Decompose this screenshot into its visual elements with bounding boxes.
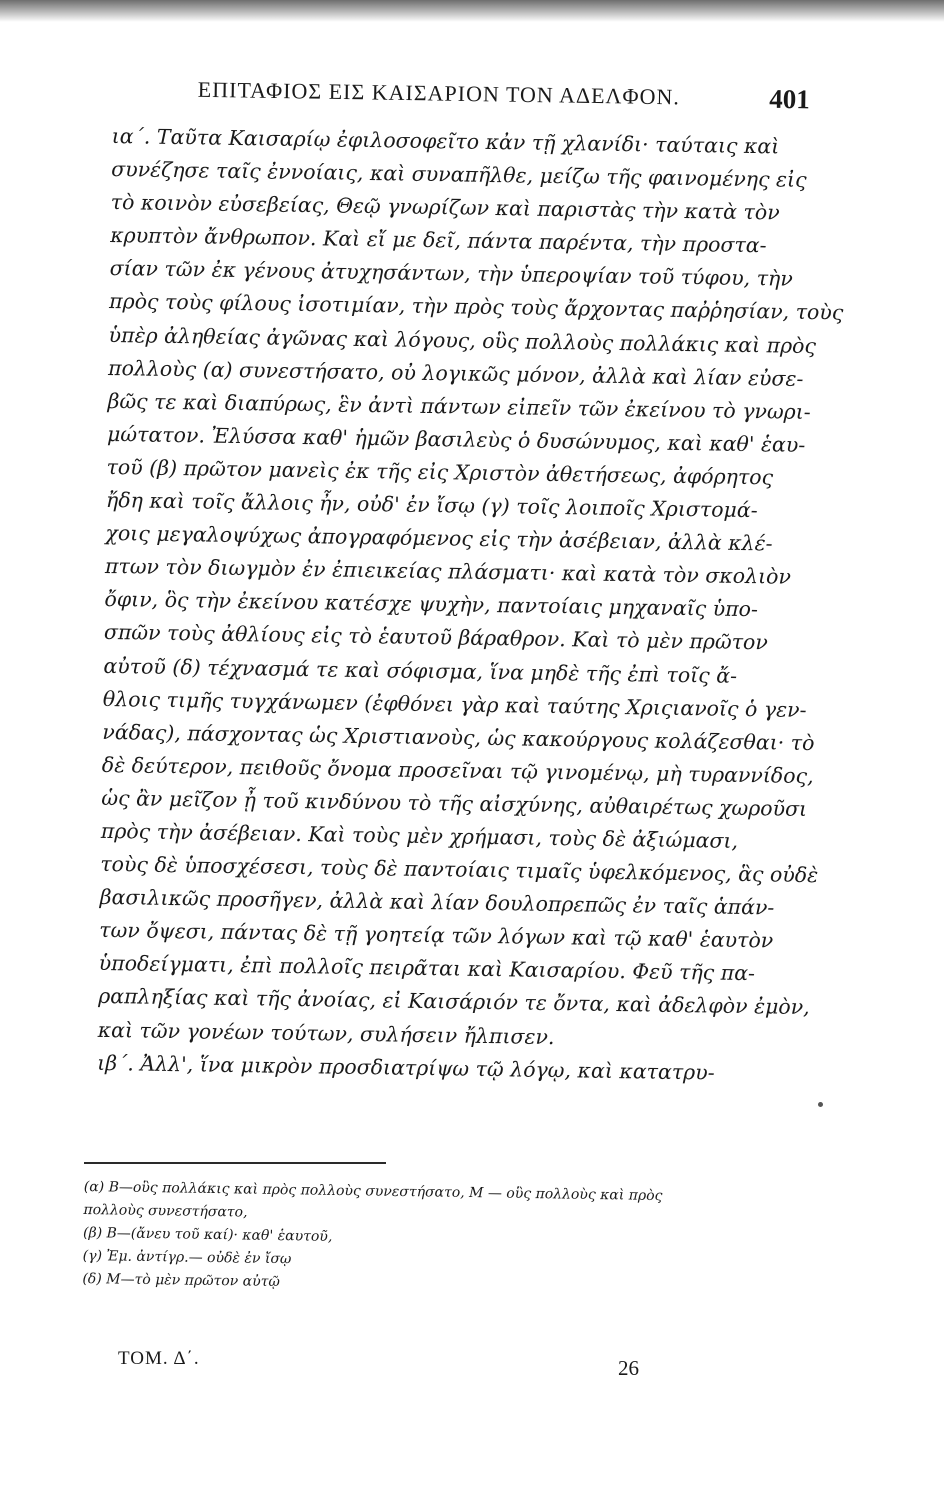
footnote-b: (β) Β—(ἄνευ τοῦ καί)· καθ' ἑαυτοῦ, bbox=[82, 1224, 333, 1245]
scan-top-edge bbox=[0, 0, 944, 22]
footnote-divider bbox=[84, 1162, 386, 1164]
text-line: συνέζησε ταῖς ἐννοίαις, καὶ συναπῆλθε, μείζω τῆς φαινομένης εἰς bbox=[111, 157, 807, 193]
text-line: πρὸς τοὺς φίλους ἰσοτιμίαν, τὴν πρὸς τοὺς ἄρχοντας παῤῥησίαν, τοὺς bbox=[108, 289, 844, 325]
text-line: χοις μεγαλοψύχως ἀπογραφόμενος εἰς τὴν ἀσέβειαν, ἀλλὰ κλέ- bbox=[105, 521, 773, 556]
footnote-a: (α) Β—οὓς πολλάκις καὶ πρὸς πολλοὺς συνεστήσατο, Μ — οὓς πολλοὺς καὶ πρὸς bbox=[83, 1178, 663, 1205]
page-header bbox=[149, 76, 809, 122]
text-line: νάδας), πάσχοντας ὡς Χριστιανοὺς, ὡς κακούργους κολάζεσθαι· τὸ bbox=[102, 719, 815, 755]
text-line: πρὸς τὴν ἀσέβειαν. Καὶ τοὺς μὲν χρήμασι, τοὺς δὲ ἀξιώμασι, bbox=[100, 818, 739, 853]
text-line: ια΄. Ταῦτα Καισαρίῳ ἐφιλοσοφεῖτο κἀν τῇ χλανίδι· ταύταις καὶ bbox=[111, 123, 780, 159]
text-line: βασιλικῶς προσῆγεν, ἀλλὰ καὶ λίαν δουλοπρεπῶς ἐν ταῖς ἁπάν- bbox=[99, 885, 775, 920]
footnote-c: (γ) Ἐμ. ἀντίγρ.— οὐδὲ ἐν ἴσῳ bbox=[82, 1247, 292, 1268]
text-line: βῶς τε καὶ διαπύρως, ἓν ἀντὶ πάντων εἰπεῖν τῶν ἐκείνου τὸ γνωρι- bbox=[107, 388, 811, 424]
text-line: των ὄψεσι, πάντας δὲ τῇ γοητείᾳ τῶν λόγων καὶ τῷ καθ' ἑαυτὸν bbox=[99, 918, 774, 953]
footnote-a-continued: πολλοὺς συνεστήσατο, bbox=[83, 1201, 248, 1221]
text-line: κρυπτὸν ἄνθρωπον. Καὶ εἴ με δεῖ, πάντα παρέντα, τὴν προστα- bbox=[110, 223, 767, 258]
volume-label: ΤΟΜ. Δ΄. bbox=[118, 1348, 200, 1369]
text-line: ὑπὲρ ἀληθείας ἀγῶνας καὶ λόγους, οὓς πολλοὺς πολλάκις καὶ πρὸς bbox=[108, 322, 817, 358]
text-line: πολλοὺς (α) συνεστήσατο, οὐ λογικῶς μόνον, ἀλλὰ καὶ λίαν εὐσε- bbox=[107, 355, 804, 391]
text-line: ὄφιν, ὃς τὴν ἐκείνου κατέσχε ψυχὴν, παντοίαις μηχαναῖς ὑπο- bbox=[104, 587, 759, 622]
text-line: δὲ δεύτερον, πειθοῦς ὄνομα προσεῖναι τῷ γινομένῳ, μὴ τυραννίδος, bbox=[101, 752, 814, 788]
body-text bbox=[97, 120, 844, 1090]
page-number: 401 bbox=[768, 83, 810, 115]
text-line: τοὺς δὲ ὑποσχέσεσι, τοὺς δὲ παντοίαις τιμαῖς ὑφελκόμενος, ἃς οὐδὲ bbox=[100, 851, 819, 888]
text-line: σίαν τῶν ἐκ γένους ἀτυχησάντων, τὴν ὑπεροψίαν τοῦ τύφου, τὴν bbox=[109, 256, 793, 292]
text-line: ὑποδείγματι, ἐπὶ πολλοῖς πειρᾶται καὶ Καισαρίου. Φεῦ τῆς πα- bbox=[98, 951, 756, 986]
text-line: θλοις τιμῆς τυγχάνωμεν (ἐφθόνει γὰρ καὶ ταύτης Χριςιανοῖς ὁ γεν- bbox=[102, 686, 807, 722]
text-line: ἤδη καὶ τοῖς ἄλλοις ἦν, οὐδ' ἐν ἴσῳ (γ) τοῖς λοιποῖς Χριστομά- bbox=[105, 487, 758, 523]
footnote-d: (δ) Μ—τὸ μὲν πρῶτον αὐτῷ bbox=[82, 1270, 280, 1291]
text-line: ραπληξίας καὶ τῆς ἀνοίας, εἰ Καισάριόν τε ὄντα, καὶ ἀδελφὸν ἐμὸν, bbox=[98, 984, 810, 1020]
text-line: σπῶν τοὺς ἀθλίους εἰς τὸ ἑαυτοῦ βάραθρον. Καὶ τὸ μὲν πρῶτον bbox=[103, 620, 769, 655]
text-line: πτων τὸν διωγμὸν ἐν ἐπιεικείας πλάσματι· καὶ κατὰ τὸν σκολιὸν bbox=[104, 554, 792, 589]
text-line: ιβ΄. Ἀλλ', ἵνα μικρὸν προσδιατρίψω τῷ λόγῳ, καὶ κατατρυ- bbox=[97, 1050, 715, 1085]
text-line: τοῦ (β) πρῶτον μανεὶς ἐκ τῆς εἰς Χριστὸν ἀθετήσεως, ἀφόρητος bbox=[106, 454, 774, 490]
running-title: ΕΠΙΤΑΦΙΟΣ ΕΙΣ ΚΑΙΣΑΡΙΟΝ ΤΟΝ ΑΔΕΛΦΟΝ. bbox=[197, 76, 681, 110]
text-line: αὐτοῦ (δ) τέχνασμά τε καὶ σόφισμα, ἵνα μηδὲ τῆς ἐπὶ τοῖς ἄ- bbox=[103, 653, 738, 688]
text-line: τὸ κοινὸν εὐσεβείας, Θεῷ γνωρίζων καὶ παριστὰς τὴν κατὰ τὸν bbox=[110, 190, 780, 225]
text-line: μώτατον. Ἐλύσσα καθ' ἡμῶν βασιλεὺς ὁ δυσώνυμος, καὶ καθ' ἑαυ- bbox=[106, 421, 806, 457]
signature-mark: 26 bbox=[618, 1356, 639, 1380]
text-line: ὡς ἂν μεῖζον ᾖ τοῦ κινδύνου τὸ τῆς αἰσχύνης, αὐθαιρέτως χωροῦσι bbox=[101, 785, 808, 821]
scan-speck bbox=[818, 1102, 823, 1107]
footnotes bbox=[82, 1176, 764, 1302]
text-line: καὶ τῶν γονέων τούτων, συλήσειν ἤλπισεν. bbox=[97, 1017, 555, 1049]
